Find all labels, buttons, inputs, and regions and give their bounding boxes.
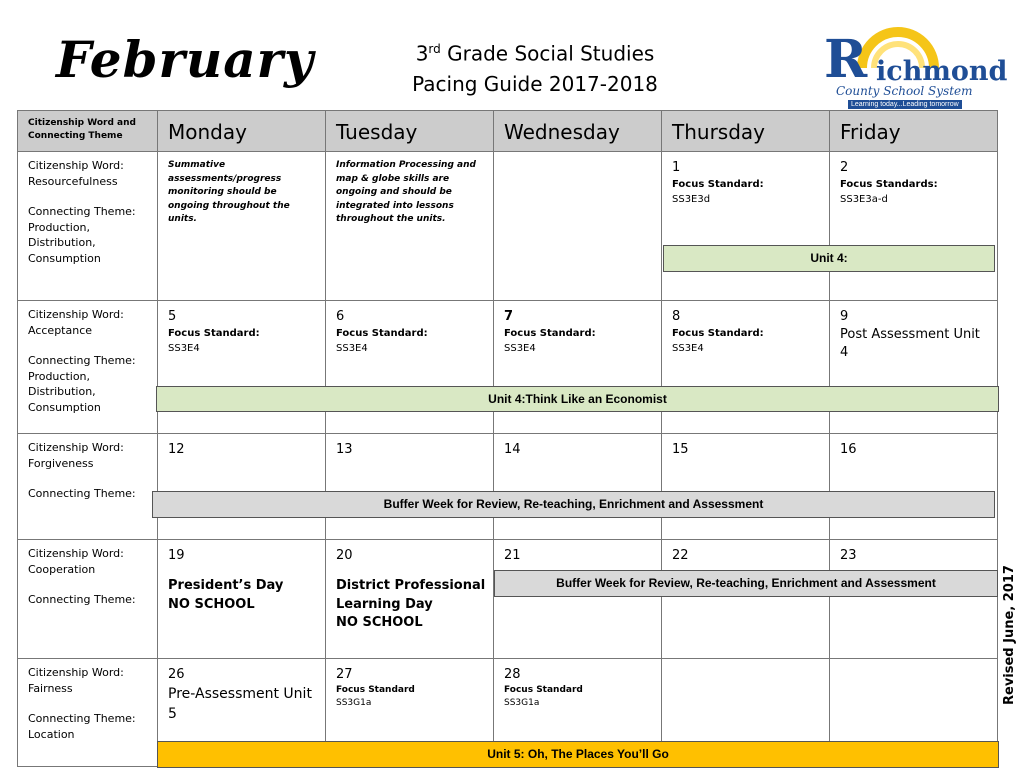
logo-letter: R <box>824 29 868 90</box>
day-cell <box>326 152 494 301</box>
title-line2: Pacing Guide 2017-2018 <box>412 71 658 96</box>
day-cell: 7 Focus Standard: SS3E4 <box>494 301 662 434</box>
col-header-theme: Citizenship Word and Connecting Theme <box>18 111 158 152</box>
day-cell: 16 <box>830 434 998 540</box>
day-cell: 22 <box>662 540 830 659</box>
logo-subtitle: County School System <box>836 84 973 98</box>
day-cell: 12 <box>158 434 326 540</box>
page-title <box>340 34 730 99</box>
day-cell: 14 <box>494 434 662 540</box>
holiday-text: President’s Day NO SCHOOL <box>168 578 284 612</box>
week-row <box>18 540 998 659</box>
title-rest: Grade Social Studies <box>440 41 655 66</box>
theme-cell: Citizenship Word: Resourcefulness Connecting Theme: Production, Distribution, Consumption <box>18 152 158 301</box>
post-assessment-text: Post Assessment Unit 4 <box>840 327 980 360</box>
day-cell: 26 Pre-Assessment Unit 5 <box>158 659 326 767</box>
unit4-banner: Unit 4:Think Like an Economist <box>156 386 999 412</box>
day-cell: 5 Focus Standard: SS3E4 <box>158 301 326 434</box>
col-header-monday: Monday <box>158 111 326 152</box>
logo-word: ichmond <box>876 56 1008 87</box>
col-header-friday: Friday <box>830 111 998 152</box>
buffer-week-banner-2: Buffer Week for Review, Re-teaching, Enrichment and Assessment <box>494 570 998 597</box>
col-header-thursday: Thursday <box>662 111 830 152</box>
skills-note: Information Processing and map & globe skills are ongoing and should be integrated into lessons throughout the units. <box>336 160 476 224</box>
day-cell: 1 Focus Standard: SS3E3d <box>662 152 830 301</box>
day-cell: 6 Focus Standard: SS3E4 <box>326 301 494 434</box>
day-cell <box>494 152 662 301</box>
theme-cell: Citizenship Word: Acceptance Connecting Theme: Production, Distribution, Consumption <box>18 301 158 434</box>
day-cell: 9 Post Assessment Unit 4 <box>830 301 998 434</box>
day-cell: 28 Focus Standard SS3G1a <box>494 659 662 767</box>
header-row <box>18 111 998 152</box>
unit4-banner-short: Unit 4: <box>663 245 995 272</box>
day-cell: 15 <box>662 434 830 540</box>
day-cell: 13 <box>326 434 494 540</box>
week-row <box>18 152 998 301</box>
day-cell: 19 President’s Day NO SCHOOL <box>158 540 326 659</box>
theme-cell: Citizenship Word: Forgiveness Connecting Theme: <box>18 434 158 540</box>
district-logo <box>822 22 1008 110</box>
col-header-wednesday: Wednesday <box>494 111 662 152</box>
day-cell <box>158 152 326 301</box>
day-cell: 20 District Professional Learning Day NO SCHOOL <box>326 540 494 659</box>
assessment-note: Summative assessments/progress monitoring should be ongoing throughout the units. <box>168 160 290 224</box>
col-header-tuesday: Tuesday <box>326 111 494 152</box>
logo-tagline: Learning today...Leading tomorrow <box>848 100 962 109</box>
pl-day-text: District Professional Learning Day NO SCHOOL <box>336 578 486 630</box>
revised-date: Revised June, 2017 <box>1002 565 1017 705</box>
buffer-week-banner: Buffer Week for Review, Re-teaching, Enrichment and Assessment <box>152 491 995 518</box>
day-cell: 21 <box>494 540 662 659</box>
month-title: February <box>56 30 315 89</box>
title-suffix: rd <box>428 42 441 56</box>
day-cell: 2 Focus Standards: SS3E3a-d <box>830 152 998 301</box>
week-row <box>18 434 998 540</box>
unit5-banner: Unit 5: Oh, The Places You’ll Go <box>157 741 999 768</box>
title-grade: 3 <box>415 41 429 66</box>
pacing-calendar <box>17 110 998 767</box>
day-cell: 23 <box>830 540 998 659</box>
day-cell: 8 Focus Standard: SS3E4 <box>662 301 830 434</box>
week-row <box>18 301 998 434</box>
pre-assessment-text: Pre-Assessment Unit 5 <box>168 686 312 722</box>
day-cell: 27 Focus Standard SS3G1a <box>326 659 494 767</box>
theme-cell: Citizenship Word: Fairness Connecting Theme: Location <box>18 659 158 767</box>
theme-cell: Citizenship Word: Cooperation Connecting Theme: <box>18 540 158 659</box>
